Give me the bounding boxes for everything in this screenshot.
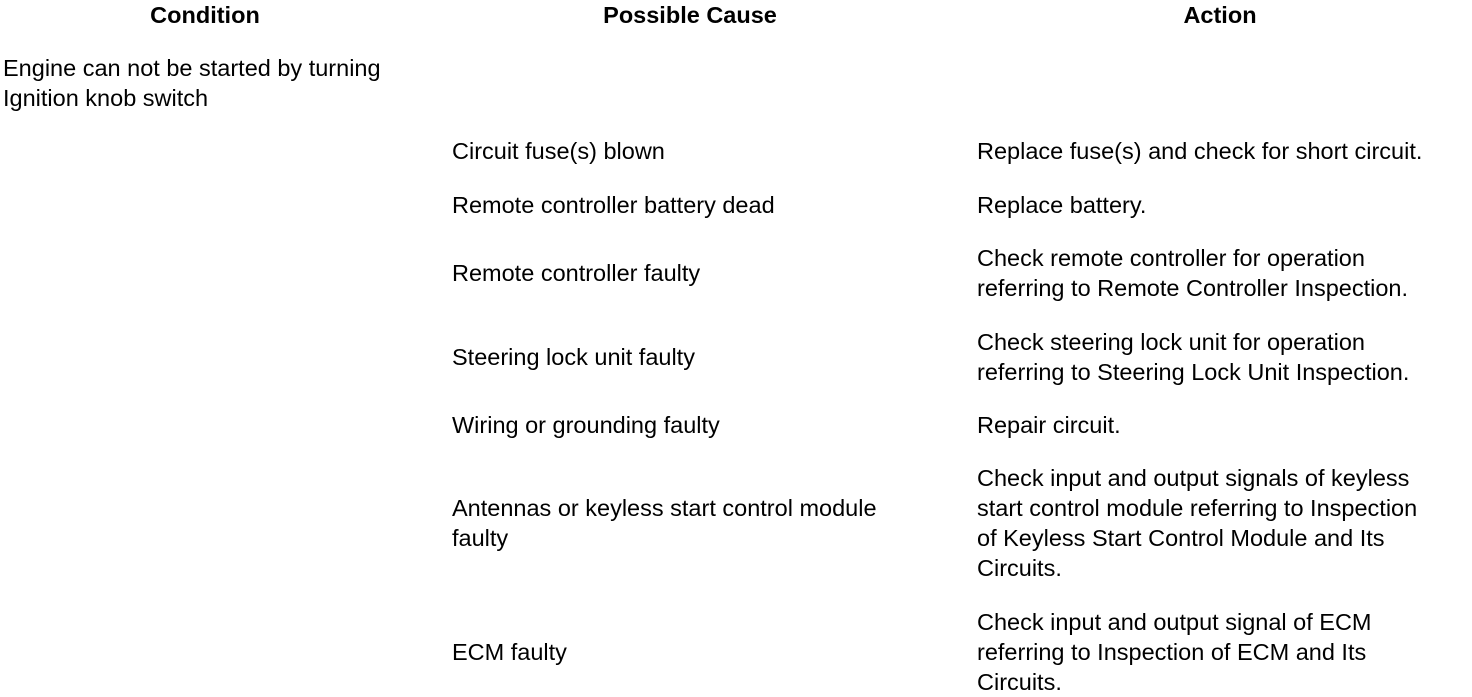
cause-cell: Remote controller faulty (452, 260, 701, 286)
table-row (0, 190, 1472, 220)
action-cell: Check input and output signal of ECM referring to Inspection of ECM and Its Circuits. (977, 609, 1372, 695)
action-cell: Check remote controller for operation referring to Remote Controller Inspection. (977, 245, 1409, 301)
header-possible-cause: Possible Cause (603, 2, 777, 28)
cause-cell: ECM faulty (452, 639, 567, 665)
table-row (0, 607, 1472, 697)
cause-cell: Antennas or keyless start control module faulty (452, 495, 877, 551)
table-row (0, 136, 1472, 166)
table-row (0, 243, 1472, 303)
header-action: Action (1183, 2, 1257, 28)
cause-cell: Wiring or grounding faulty (452, 412, 720, 438)
condition-text: Engine can not be started by turning Ignition knob switch (3, 55, 381, 111)
header-condition: Condition (150, 2, 260, 28)
table-row (0, 410, 1472, 440)
table-row (0, 463, 1472, 583)
table-row (0, 327, 1472, 387)
cause-cell: Steering lock unit faulty (452, 344, 695, 370)
action-cell: Check input and output signals of keyless start control module referring to Inspection of Keyless Start Control Module and Its Circuits. (977, 465, 1418, 581)
action-cell: Check steering lock unit for operation referring to Steering Lock Unit Inspection. (977, 329, 1410, 385)
cause-cell: Remote controller battery dead (452, 192, 775, 218)
action-cell: Replace battery. (977, 192, 1147, 218)
action-cell: Repair circuit. (977, 412, 1121, 438)
cause-cell: Circuit fuse(s) blown (452, 138, 665, 164)
action-cell: Replace fuse(s) and check for short circuit. (977, 138, 1423, 164)
